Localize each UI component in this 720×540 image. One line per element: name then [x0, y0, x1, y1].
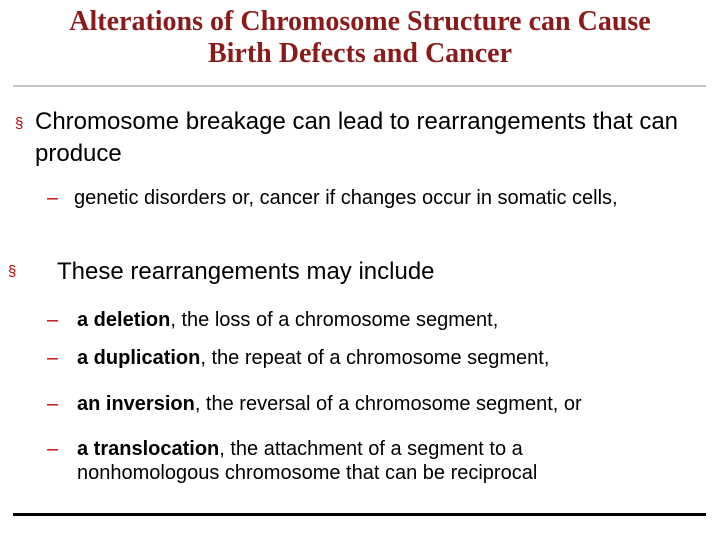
bullet-marker-2: §: [8, 263, 17, 280]
definition-translocation: , the attachment of a segment to a nonhomologous chromosome that can be reciprocal: [77, 438, 538, 484]
sub-text-1-1: genetic disorders or, cancer if changes occur in somatic cells,: [74, 187, 618, 209]
definition-inversion: , the reversal of a chromosome segment, or: [194, 393, 582, 415]
bullet-text-1: Chromosome breakage can lead to rearrangements that can produce: [35, 108, 679, 167]
term-inversion: an inversion: [77, 393, 195, 415]
sub-text-2-4: [77, 437, 637, 485]
term-duplication: a duplication: [77, 347, 201, 369]
title-divider: [13, 85, 706, 87]
definition-duplication: , the repeat of a chromosome segment,: [200, 347, 550, 369]
sub-text-2-2: [77, 346, 697, 370]
sub-marker-2-3: –: [47, 393, 59, 415]
sub-text-2-3: [77, 392, 697, 416]
term-translocation: a translocation: [77, 438, 220, 460]
definition-deletion: , the loss of a chromosome segment,: [170, 309, 499, 331]
sub-marker-2-2: –: [47, 347, 59, 369]
sub-marker-2-1: –: [47, 309, 59, 331]
bullet-text-2: These rearrangements may include: [57, 258, 435, 285]
sub-text-2-1: [77, 308, 697, 332]
sub-marker-2-4: –: [47, 438, 59, 460]
term-deletion: a deletion: [77, 309, 171, 331]
sub-marker-1-1: –: [47, 187, 59, 209]
footer-divider: [13, 513, 706, 516]
bullet-marker-1: §: [15, 115, 24, 132]
slide-title: [0, 6, 720, 70]
slide-title-line-2: Birth Defects and Cancer: [207, 38, 513, 69]
slide-title-line-1: Alterations of Chromosome Structure can Cause: [69, 6, 651, 37]
